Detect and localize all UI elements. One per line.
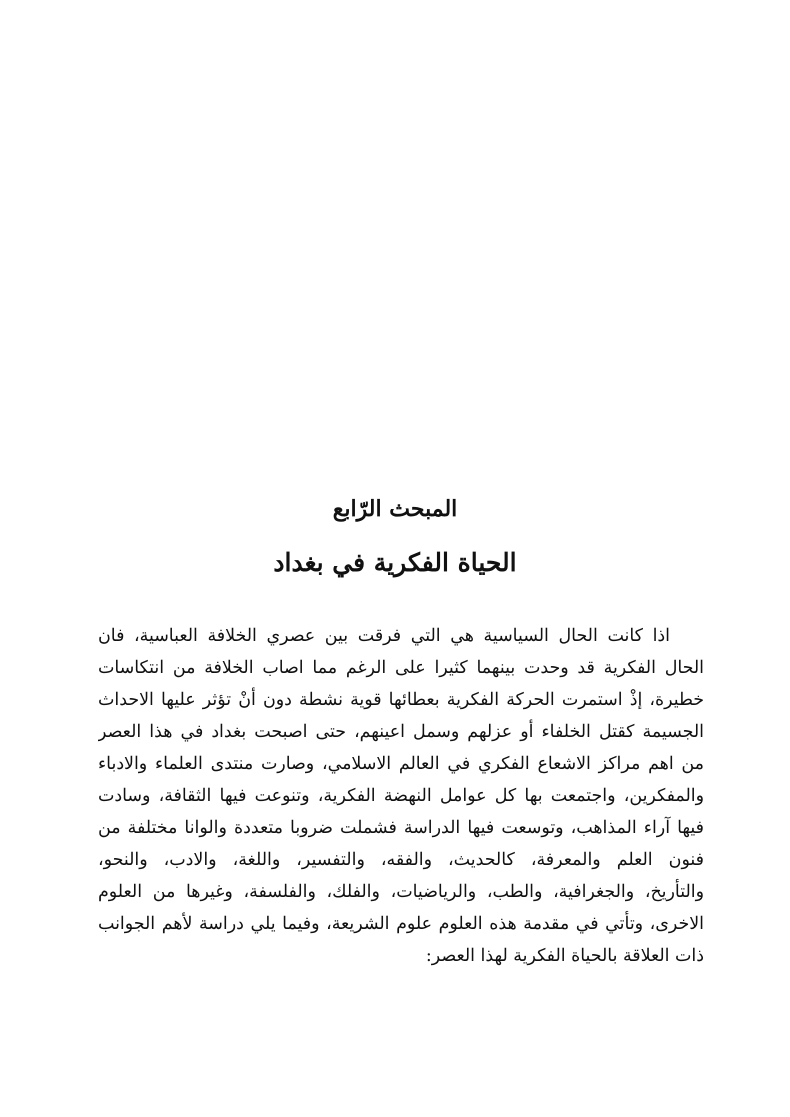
paragraph-line: الحال الفكرية قد وحدت بينهما كثيرا على الرغم مما اصاب الخلافة من انتكاسات xyxy=(98,658,704,678)
paragraph-line: الاخرى، وتأتي في مقدمة هذه العلوم علوم الشريعة، وفيما يلي دراسة لأهم الجوانب xyxy=(98,914,704,934)
paragraph-line: ذات العلاقة بالحياة الفكرية لهذا العصر: xyxy=(425,946,704,966)
section-label: المبحث الرّابع xyxy=(332,496,458,522)
paragraph-line: من اهم مراكز الاشعاع الفكري في العالم الاسلامي، وصارت منتدى العلماء والادباء xyxy=(98,754,704,774)
paragraph-line: اذا كانت الحال السياسية هي التي فرقت بين عصري الخلافة العباسية، فان xyxy=(98,626,670,646)
body-paragraph xyxy=(98,620,704,972)
paragraph-line: فنون العلم والمعرفة، كالحديث، والفقه، والتفسير، واللغة، والادب، والنحو، xyxy=(98,850,704,870)
paragraph-line: والتأريخ، والجغرافية، والطب، والرياضيات، والفلك، والفلسفة، وغيرها من العلوم xyxy=(98,882,704,902)
paragraph-line: فيها آراء المذاهب، وتوسعت فيها الدراسة فشملت ضروبا متعددة والوانا مختلفة من xyxy=(98,818,704,838)
paragraph-line: خطيرة، إذْ استمرت الحركة الفكرية بعطائها قوية نشطة دون أنْ تؤثر عليها الاحداث xyxy=(98,690,704,710)
paragraph-line: والمفكرين، واجتمعت بها كل عوامل النهضة الفكرية، وتنوعت فيها الثقافة، وسادت xyxy=(98,786,704,806)
chapter-title: الحياة الفكرية في بغداد xyxy=(273,548,517,577)
paragraph-line: الجسيمة كقتل الخلفاء أو عزلهم وسمل اعينهم، حتى اصبحت بغداد في هذا العصر xyxy=(98,722,704,742)
